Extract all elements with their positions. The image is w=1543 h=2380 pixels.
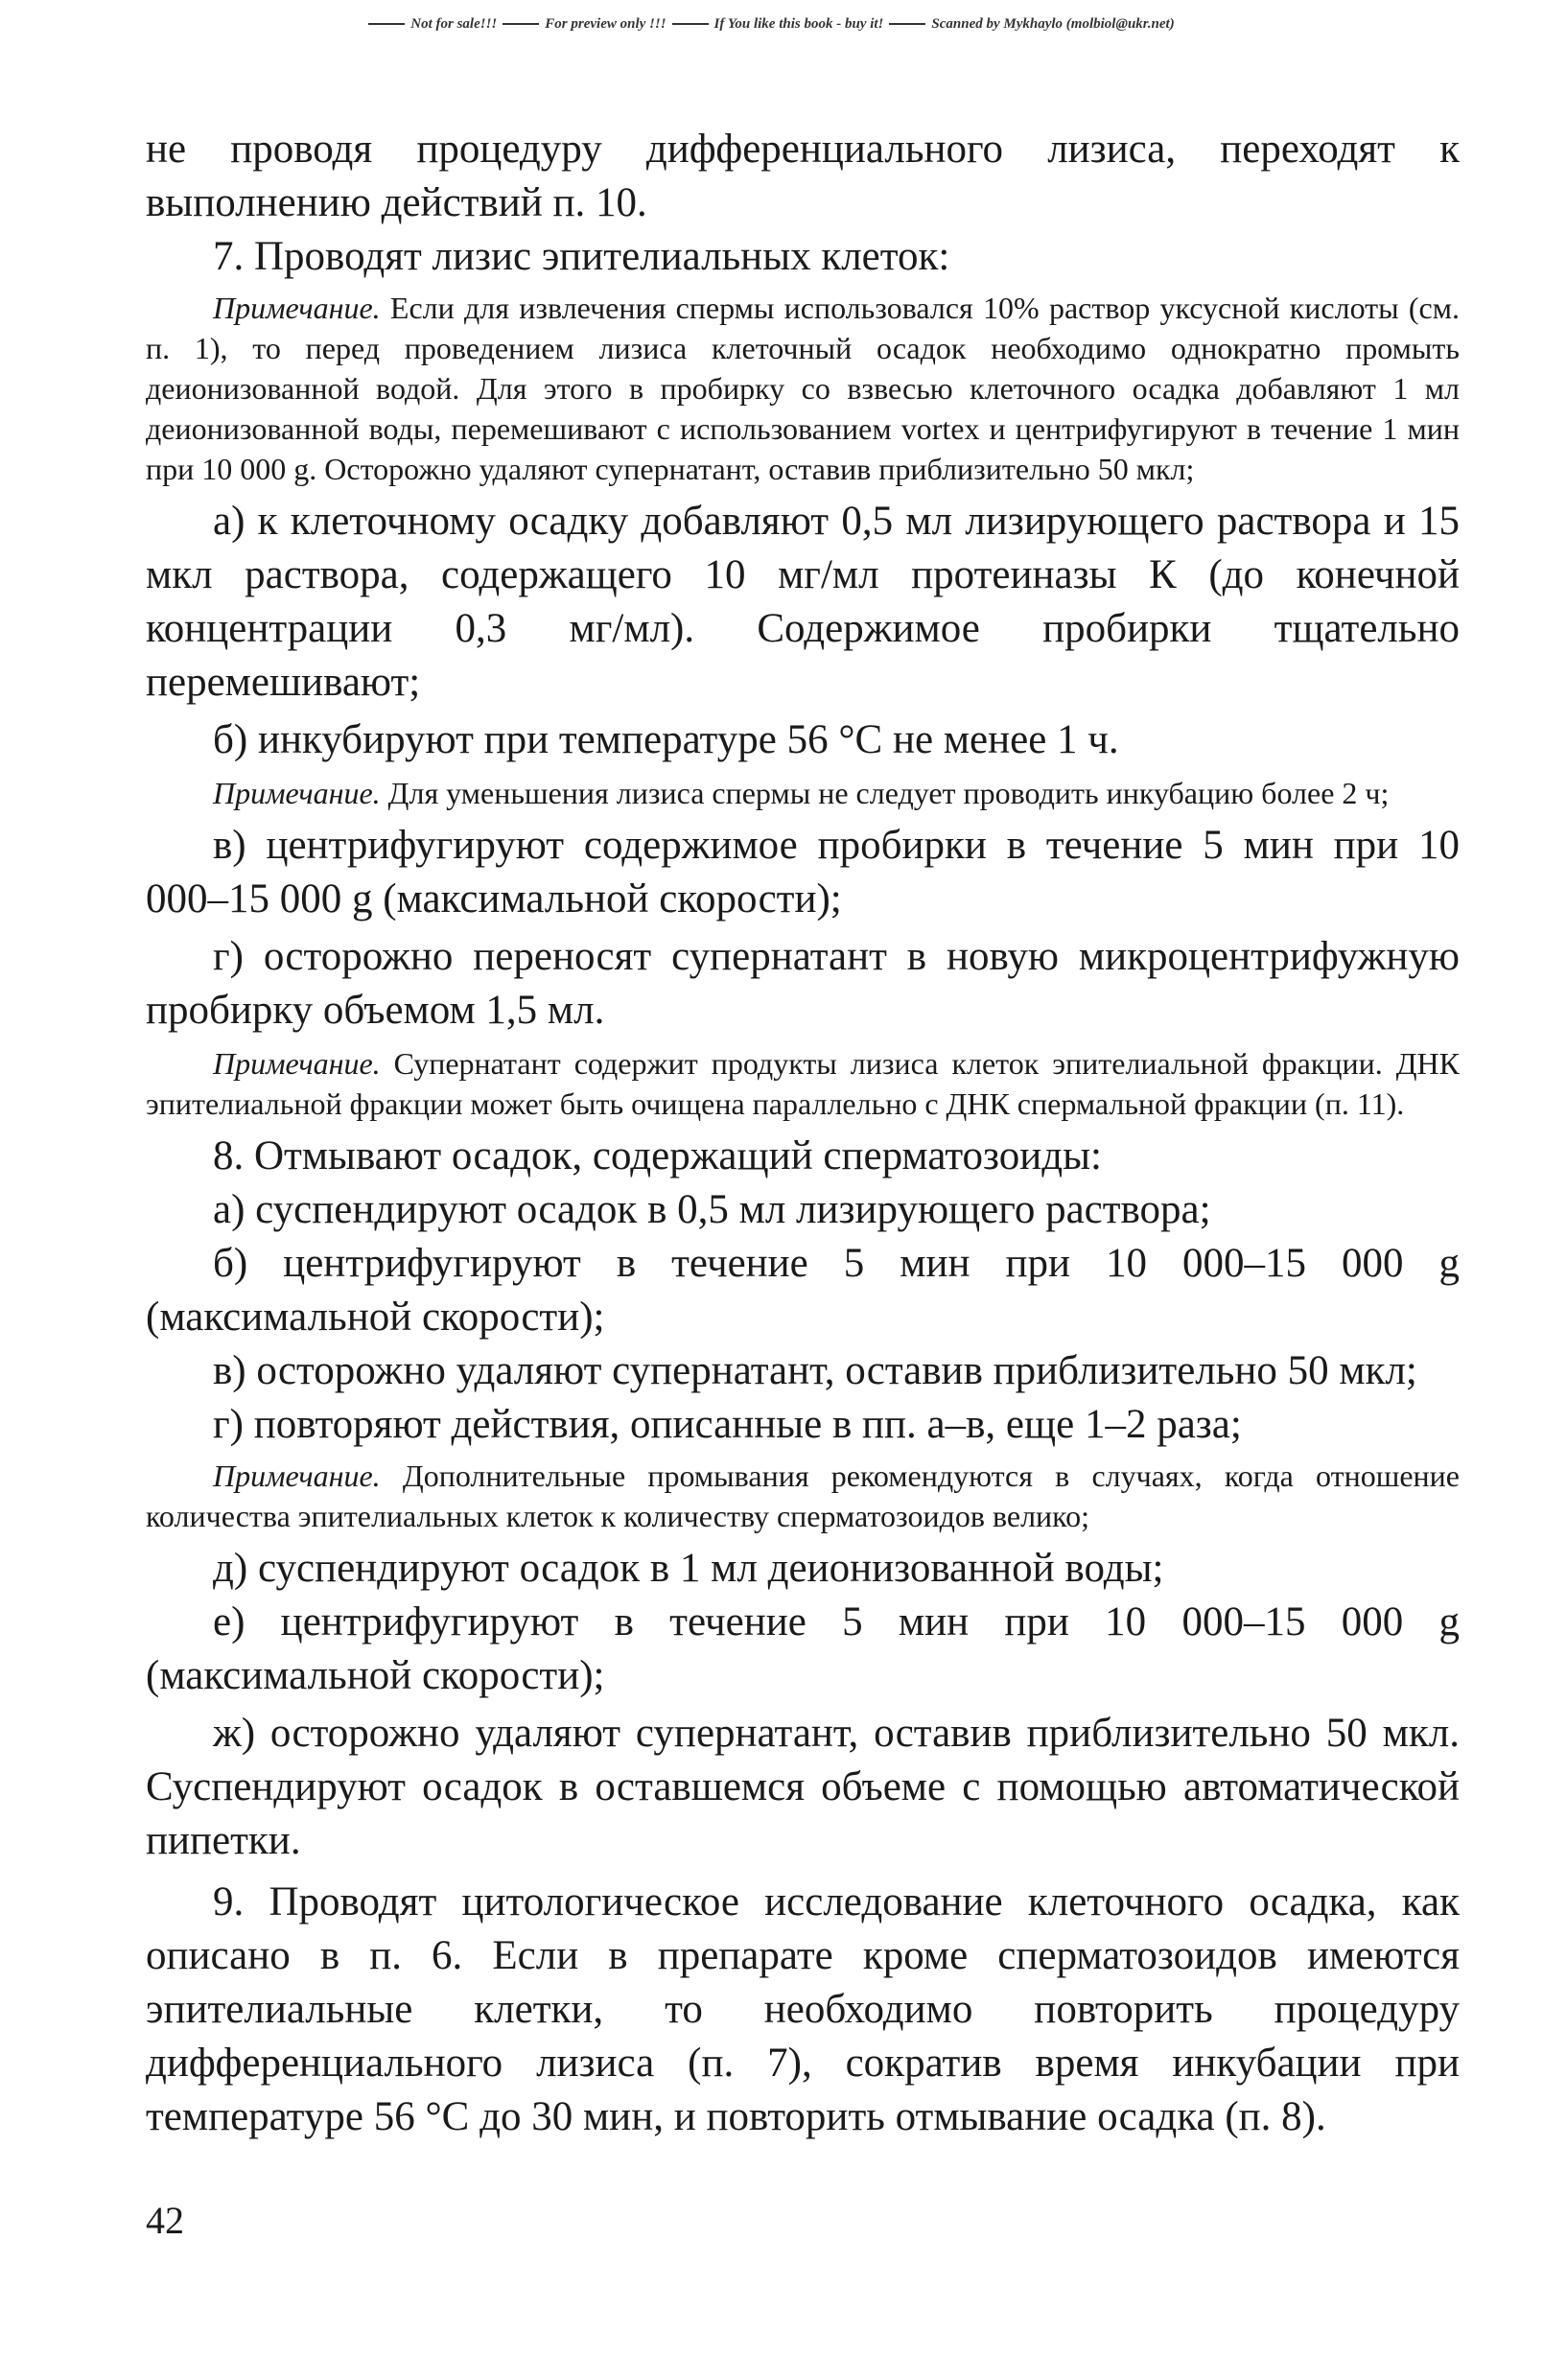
- note-text: Дополнительные промывания рекомендуются в случаях, когда отношение количества эпителиальных клеток к количеству сперматозоидов велико;: [146, 1458, 1460, 1533]
- paragraph: ж) осторожно удаляют супернатант, оставив приблизительно 50 мкл. Суспендируют осадок в оставшемся объеме с помощью автоматической пипетки.: [146, 1711, 1460, 1863]
- paragraph: д) суспендируют осадок в 1 мл деионизованной воды;: [213, 1546, 1164, 1591]
- note-paragraph: [146, 1456, 1460, 1536]
- scan-watermark: [0, 13, 1543, 35]
- watermark-part: Not for sale!!!: [410, 15, 498, 32]
- watermark-dash: [368, 23, 405, 25]
- watermark-dash: [889, 23, 925, 25]
- paragraph: не проводя процедуру дифференциального лизиса, переходят к выполнению действий п. 10.: [146, 127, 1460, 225]
- note-paragraph: [146, 773, 1460, 813]
- paragraph: е) центрифугируют в течение 5 мин при 10 000–15 000 g (максимальной скорости);: [146, 1599, 1460, 1698]
- paragraph: б) центрифугируют в течение 5 мин при 10 000–15 000 g (максимальной скорости);: [146, 1241, 1460, 1340]
- note-label: Примечание.: [213, 291, 381, 325]
- note-label: Примечание.: [213, 1458, 381, 1493]
- note-text: Если для извлечения спермы использовался 10% раствор уксусной кислоты (см. п. 1), то перед проведением лизиса клеточный осадок необходимо однократно промыть деионизованной водой. Для этого в пробирку со взвесью клеточного осадка добавляют 1 мл деионизованной воды, перемешивают с использованием vortex и центрифугируют в течение 1 мин при 10 000 g. Осторожно удаляют супернатант, оставив приблизительно 50 мкл;: [146, 291, 1460, 486]
- watermark-part: For preview only !!!: [545, 15, 666, 32]
- watermark-dash: [503, 23, 539, 25]
- section-heading: 9. Проводят цитологическое исследование клеточного осадка, как описано в п. 6. Если в препарате кроме сперматозоидов имеются эпителиальные клетки, то необходимо повторить процедуру дифференциального лизиса (п. 7), сократив время инкубации при температуре 56 °С до 30 мин, и повторить отмывание осадка (п. 8).: [146, 1879, 1460, 2139]
- paragraph: в) центрифугируют содержимое пробирки в течение 5 мин при 10 000–15 000 g (максимальной скорости);: [146, 823, 1460, 922]
- page-number: 42: [146, 2199, 184, 2242]
- watermark-dash: [672, 23, 709, 25]
- note-paragraph: [146, 288, 1460, 489]
- section-heading: 7. Проводят лизис эпителиальных клеток:: [213, 234, 950, 279]
- page-body: [146, 123, 1460, 2144]
- note-text: Для уменьшения лизиса спермы не следует проводить инкубацию более 2 ч;: [380, 776, 1390, 810]
- paragraph: в) осторожно удаляют супернатант, оставив приблизительно 50 мкл;: [213, 1348, 1417, 1393]
- watermark-part: If You like this book - buy it!: [713, 15, 884, 32]
- note-text: Супернатант содержит продукты лизиса клеток эпителиальной фракции. ДНК эпителиальной фракции может быть очищена параллельно с ДНК спермальной фракции (п. 11).: [146, 1046, 1460, 1121]
- note-label: Примечание.: [213, 1046, 381, 1081]
- section-heading: 8. Отмывают осадок, содержащий сперматозоиды:: [213, 1133, 1102, 1178]
- note-label: Примечание.: [213, 776, 381, 810]
- paragraph: б) инкубируют при температуре 56 °С не менее 1 ч.: [213, 717, 1119, 762]
- note-paragraph: [146, 1043, 1460, 1124]
- paragraph: а) к клеточному осадку добавляют 0,5 мл лизирующего раствора и 15 мкл раствора, содержащего 10 мг/мл протеиназы К (до конечной концентрации 0,3 мг/мл). Содержимое пробирки тщательно перемешивают;: [146, 499, 1460, 705]
- paragraph: г) повторяют действия, описанные в пп. а–в, еще 1–2 раза;: [213, 1402, 1242, 1447]
- watermark-part: Scanned by Mykhaylo (molbiol@ukr.net): [931, 15, 1175, 32]
- paragraph: а) суспендируют осадок в 0,5 мл лизирующего раствора;: [213, 1187, 1211, 1232]
- paragraph: г) осторожно переносят супернатант в новую микроцентрифужную пробирку объемом 1,5 мл.: [146, 934, 1460, 1033]
